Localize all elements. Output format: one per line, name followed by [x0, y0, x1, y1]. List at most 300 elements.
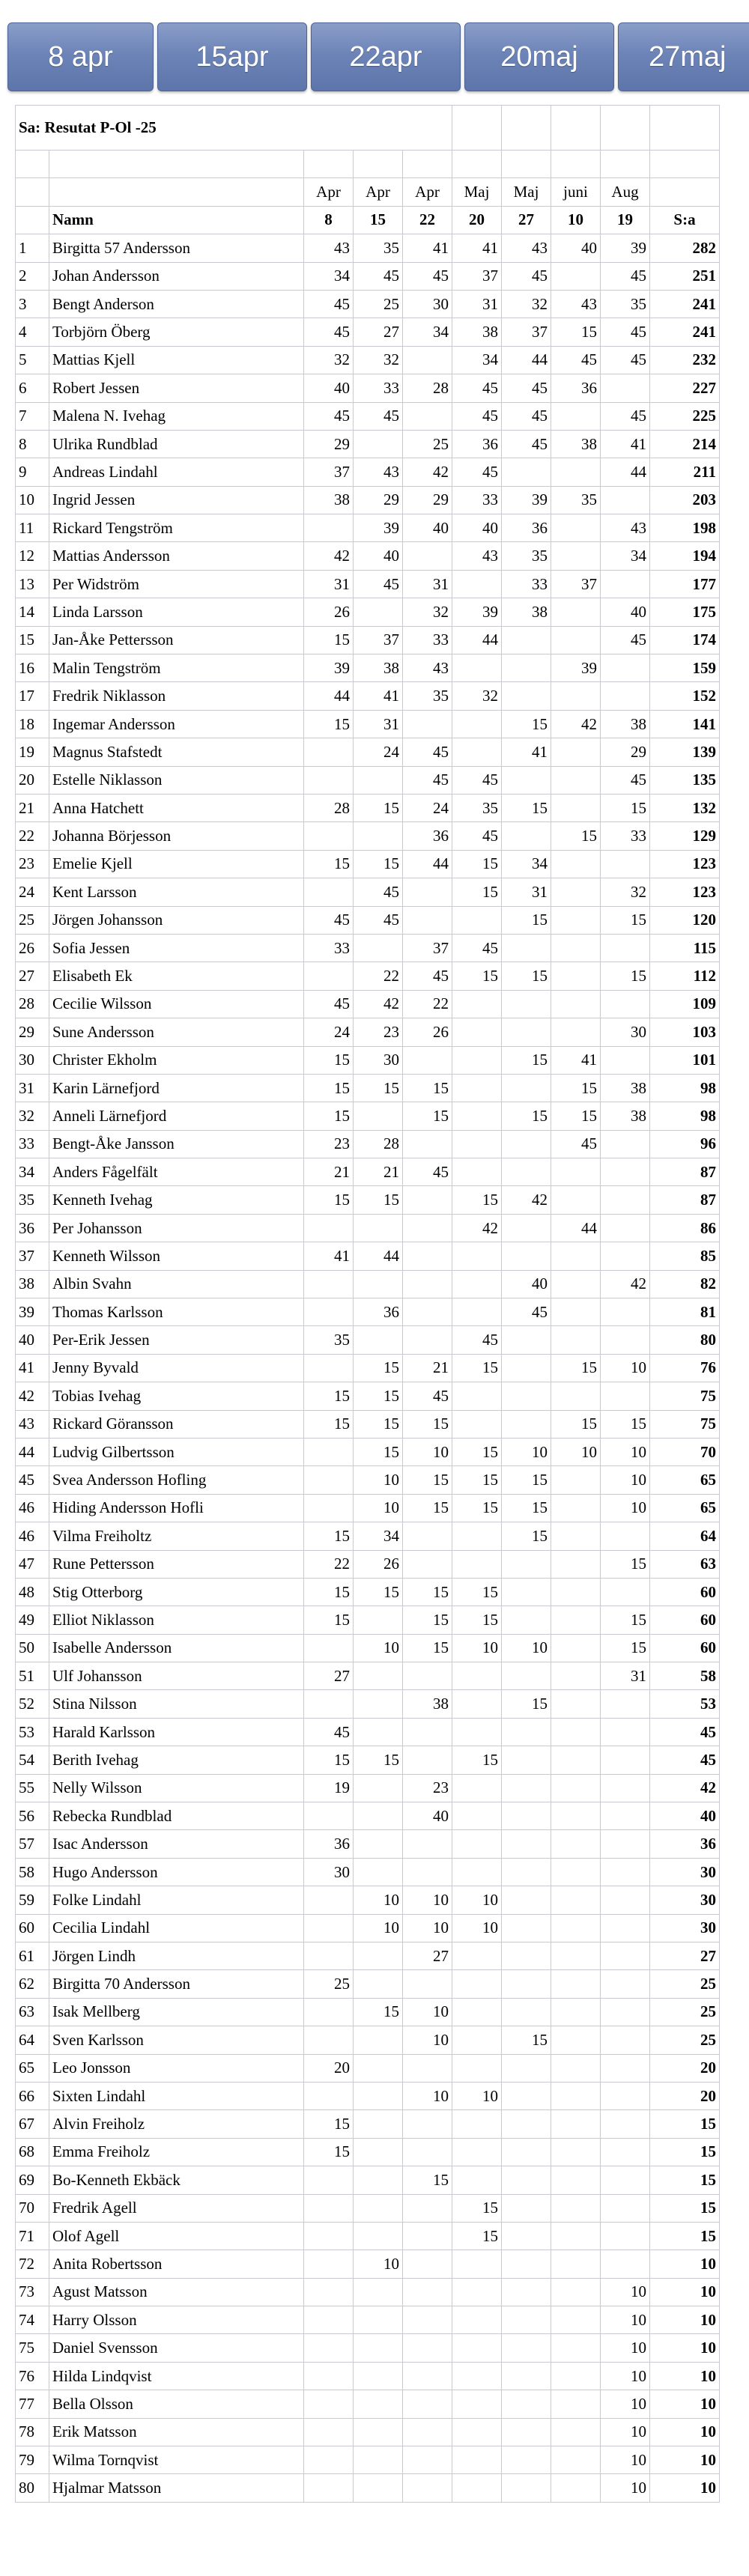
score-cell: 37	[304, 458, 354, 486]
score-cell	[452, 1774, 502, 1802]
score-cell	[304, 822, 354, 850]
score-cell: 10	[601, 1438, 650, 1465]
table-row	[16, 1298, 720, 1326]
row-number: 69	[16, 2166, 49, 2194]
score-cell	[551, 2026, 601, 2054]
score-cell	[551, 1998, 601, 2026]
score-cell: 15	[403, 1466, 452, 1494]
competitor-name: Christer Ekholm	[49, 1046, 304, 1074]
score-cell	[354, 2194, 403, 2222]
competitor-name: Robert Jessen	[49, 374, 304, 402]
score-cell	[551, 2390, 601, 2418]
score-cell: 10	[601, 2362, 650, 2390]
score-cell	[452, 1018, 502, 1046]
competitor-name: Hugo Andersson	[49, 1858, 304, 1886]
score-cell: 38	[502, 598, 551, 626]
score-cell: 10	[601, 2390, 650, 2418]
score-cell: 38	[601, 710, 650, 738]
score-cell	[452, 1382, 502, 1410]
competitor-name: Erik Matsson	[49, 2418, 304, 2446]
score-cell	[601, 1998, 650, 2026]
name-header: Namn	[49, 206, 304, 234]
total-cell: 80	[650, 1326, 720, 1354]
score-cell	[452, 1662, 502, 1690]
score-cell	[403, 1550, 452, 1578]
score-cell	[403, 2446, 452, 2474]
score-cell: 42	[354, 990, 403, 1018]
score-cell	[502, 1970, 551, 1998]
score-cell	[354, 1942, 403, 1970]
score-cell: 33	[452, 486, 502, 514]
score-cell	[502, 2362, 551, 2390]
total-cell: 63	[650, 1550, 720, 1578]
total-cell: 20	[650, 2082, 720, 2109]
score-cell: 24	[403, 794, 452, 821]
score-cell	[502, 1018, 551, 1046]
month-header: Aug	[601, 178, 650, 206]
score-cell	[502, 1718, 551, 1746]
score-cell	[403, 1746, 452, 1774]
score-cell	[551, 934, 601, 962]
score-cell	[452, 2166, 502, 2194]
competitor-name: Magnus Stafstedt	[49, 738, 304, 766]
score-cell	[601, 2222, 650, 2250]
score-cell	[354, 1270, 403, 1298]
score-cell: 45	[502, 374, 551, 402]
competitor-name: Johanna Börjesson	[49, 822, 304, 850]
table-row	[16, 654, 720, 682]
score-cell: 36	[304, 1830, 354, 1858]
month-header: juni	[551, 178, 601, 206]
score-cell: 45	[304, 906, 354, 934]
score-cell: 45	[502, 402, 551, 430]
total-cell: 120	[650, 906, 720, 934]
score-cell: 45	[403, 766, 452, 794]
score-cell: 10	[354, 1466, 403, 1494]
score-cell	[551, 1718, 601, 1746]
score-cell	[403, 2278, 452, 2306]
score-cell	[502, 1606, 551, 1634]
table-row	[16, 1158, 720, 1186]
table-row	[16, 2166, 720, 2194]
score-cell: 41	[354, 682, 403, 710]
total-cell: 58	[650, 1662, 720, 1690]
score-cell: 26	[403, 1018, 452, 1046]
score-cell	[601, 2250, 650, 2278]
month-header: Apr	[304, 178, 354, 206]
table-row	[16, 2390, 720, 2418]
score-cell: 28	[403, 374, 452, 402]
score-cell	[601, 990, 650, 1018]
tab-22-apr[interactable]	[311, 22, 461, 91]
row-number: 1	[16, 234, 49, 262]
tab-label: 15apr	[195, 40, 269, 73]
row-number: 76	[16, 2362, 49, 2390]
score-cell	[502, 1886, 551, 1914]
score-cell	[601, 850, 650, 878]
score-cell	[304, 2306, 354, 2334]
competitor-name: Anneli Lärnefjord	[49, 1102, 304, 1130]
month-header: Maj	[452, 178, 502, 206]
competitor-name: Berith Ivehag	[49, 1746, 304, 1774]
score-cell: 37	[502, 318, 551, 346]
row-number: 56	[16, 1802, 49, 1830]
score-cell: 45	[354, 878, 403, 906]
row-number: 46	[16, 1522, 49, 1550]
score-cell	[502, 2306, 551, 2334]
score-cell	[551, 766, 601, 794]
score-cell	[601, 1858, 650, 1886]
results-table	[15, 105, 720, 2503]
table-row	[16, 1242, 720, 1270]
score-cell: 15	[304, 2110, 354, 2138]
competitor-name: Vilma Freiholtz	[49, 1522, 304, 1550]
row-number: 71	[16, 2222, 49, 2250]
row-number: 34	[16, 1158, 49, 1186]
table-row	[16, 1074, 720, 1102]
total-cell: 174	[650, 626, 720, 654]
score-cell	[601, 1802, 650, 1830]
score-cell: 30	[601, 1018, 650, 1046]
date-header: 20	[452, 206, 502, 234]
score-cell: 15	[354, 1382, 403, 1410]
score-cell	[551, 2306, 601, 2334]
total-cell: 64	[650, 1522, 720, 1550]
score-cell	[452, 1242, 502, 1270]
score-cell	[452, 1998, 502, 2026]
score-cell	[403, 1830, 452, 1858]
score-cell	[403, 542, 452, 570]
score-cell	[304, 1634, 354, 1662]
table-row	[16, 1102, 720, 1130]
score-cell: 10	[403, 2026, 452, 2054]
total-cell: 53	[650, 1690, 720, 1718]
score-cell: 36	[354, 1298, 403, 1326]
score-cell: 23	[354, 1018, 403, 1046]
row-number: 62	[16, 1970, 49, 1998]
table-row	[16, 374, 720, 402]
score-cell	[551, 1522, 601, 1550]
row-number: 30	[16, 1046, 49, 1074]
total-cell: 10	[650, 2446, 720, 2474]
score-cell	[354, 2334, 403, 2362]
score-cell	[502, 1214, 551, 1242]
competitor-name: Cecilia Lindahl	[49, 1914, 304, 1942]
score-cell: 15	[403, 1102, 452, 1130]
score-cell	[502, 1578, 551, 1606]
score-cell	[502, 1662, 551, 1690]
score-cell: 15	[354, 1074, 403, 1102]
score-cell	[403, 1662, 452, 1690]
score-cell: 45	[304, 402, 354, 430]
row-number: 61	[16, 1942, 49, 1970]
total-cell: 87	[650, 1158, 720, 1186]
table-row	[16, 2110, 720, 2138]
score-cell: 43	[452, 542, 502, 570]
total-cell: 109	[650, 990, 720, 1018]
competitor-name: Tobias Ivehag	[49, 1382, 304, 1410]
score-cell: 20	[304, 2054, 354, 2082]
score-cell: 45	[551, 346, 601, 374]
score-cell: 45	[354, 906, 403, 934]
score-cell	[502, 682, 551, 710]
score-cell	[452, 1158, 502, 1186]
table-row	[16, 262, 720, 290]
score-cell	[304, 1438, 354, 1465]
score-cell	[601, 1214, 650, 1242]
score-cell	[354, 1214, 403, 1242]
row-number: 63	[16, 1998, 49, 2026]
score-cell	[403, 2138, 452, 2166]
score-cell: 42	[551, 710, 601, 738]
table-row	[16, 1466, 720, 1494]
score-cell	[502, 2054, 551, 2082]
row-number: 66	[16, 2082, 49, 2109]
tab-8-apr[interactable]	[7, 22, 154, 91]
month-header: Maj	[502, 178, 551, 206]
table-row	[16, 1606, 720, 1634]
score-cell: 39	[354, 514, 403, 542]
competitor-name: Isak Mellberg	[49, 1998, 304, 2026]
score-cell	[551, 402, 601, 430]
score-cell: 40	[551, 234, 601, 262]
table-row	[16, 486, 720, 514]
score-cell	[502, 1410, 551, 1438]
total-cell: 27	[650, 1942, 720, 1970]
score-cell: 22	[304, 1550, 354, 1578]
score-cell	[452, 2334, 502, 2362]
score-cell	[354, 2390, 403, 2418]
score-cell: 27	[354, 318, 403, 346]
score-cell: 10	[601, 2474, 650, 2502]
total-cell: 159	[650, 654, 720, 682]
score-cell	[551, 1578, 601, 1606]
score-cell: 15	[304, 626, 354, 654]
score-cell: 15	[502, 794, 551, 821]
table-row	[16, 1886, 720, 1914]
row-number: 52	[16, 1690, 49, 1718]
competitor-name: Wilma Tornqvist	[49, 2446, 304, 2474]
score-cell: 10	[502, 1634, 551, 1662]
score-cell: 33	[502, 570, 551, 598]
score-cell	[403, 2334, 452, 2362]
score-cell: 38	[403, 1690, 452, 1718]
score-cell	[452, 2306, 502, 2334]
score-cell: 15	[452, 1746, 502, 1774]
score-cell: 45	[601, 318, 650, 346]
competitor-name: Harry Olsson	[49, 2306, 304, 2334]
score-cell: 29	[354, 486, 403, 514]
score-cell	[354, 2110, 403, 2138]
competitor-name: Anna Hatchett	[49, 794, 304, 821]
competitor-name: Ulrika Rundblad	[49, 430, 304, 458]
row-number: 46	[16, 1494, 49, 1522]
row-number: 22	[16, 822, 49, 850]
competitor-name: Bengt Anderson	[49, 290, 304, 318]
score-cell: 45	[601, 346, 650, 374]
score-cell	[354, 2278, 403, 2306]
score-cell: 24	[354, 738, 403, 766]
score-cell: 25	[403, 430, 452, 458]
score-cell	[601, 2166, 650, 2194]
score-cell	[403, 710, 452, 738]
score-cell: 15	[601, 1550, 650, 1578]
competitor-name: Elliot Niklasson	[49, 1606, 304, 1634]
score-cell	[502, 2082, 551, 2109]
score-cell: 34	[304, 262, 354, 290]
score-cell: 45	[304, 290, 354, 318]
score-cell: 15	[452, 2194, 502, 2222]
score-cell	[551, 514, 601, 542]
row-number: 42	[16, 1382, 49, 1410]
score-cell	[551, 1634, 601, 1662]
table-row	[16, 1914, 720, 1942]
table-row	[16, 990, 720, 1018]
score-cell	[601, 1718, 650, 1746]
score-cell: 15	[502, 710, 551, 738]
tab-bar	[0, 0, 749, 97]
competitor-name: Torbjörn Öberg	[49, 318, 304, 346]
table-row	[16, 1354, 720, 1382]
total-cell: 30	[650, 1914, 720, 1942]
score-cell	[354, 822, 403, 850]
score-cell: 25	[354, 290, 403, 318]
total-cell: 232	[650, 346, 720, 374]
score-cell	[502, 1354, 551, 1382]
total-cell: 132	[650, 794, 720, 821]
score-cell	[551, 1382, 601, 1410]
score-cell	[452, 1074, 502, 1102]
score-cell: 31	[601, 1662, 650, 1690]
score-cell: 10	[403, 1886, 452, 1914]
score-cell: 26	[354, 1550, 403, 1578]
table-row	[16, 626, 720, 654]
table-row	[16, 2082, 720, 2109]
score-cell	[403, 878, 452, 906]
table-row	[16, 1494, 720, 1522]
competitor-name: Linda Larsson	[49, 598, 304, 626]
score-cell	[452, 654, 502, 682]
tab-label: 22apr	[349, 40, 422, 73]
score-cell: 32	[601, 878, 650, 906]
competitor-name: Albin Svahn	[49, 1270, 304, 1298]
table-row	[16, 1774, 720, 1802]
score-cell	[354, 1718, 403, 1746]
competitor-name: Rickard Tengström	[49, 514, 304, 542]
score-cell	[551, 1774, 601, 1802]
score-cell: 43	[601, 514, 650, 542]
total-cell: 25	[650, 2026, 720, 2054]
score-cell	[452, 906, 502, 934]
score-cell: 15	[452, 1438, 502, 1465]
competitor-name: Jenny Byvald	[49, 1354, 304, 1382]
score-cell: 15	[601, 1410, 650, 1438]
score-cell	[551, 598, 601, 626]
score-cell	[403, 2418, 452, 2446]
score-cell: 15	[304, 1046, 354, 1074]
score-cell	[452, 2110, 502, 2138]
total-cell: 87	[650, 1186, 720, 1214]
score-cell	[502, 1914, 551, 1942]
score-cell: 15	[304, 1606, 354, 1634]
score-cell	[403, 1522, 452, 1550]
row-number: 67	[16, 2110, 49, 2138]
score-cell	[403, 1270, 452, 1298]
table-row	[16, 1718, 720, 1746]
tab-15-apr[interactable]	[157, 22, 307, 91]
score-cell	[601, 1942, 650, 1970]
score-cell: 37	[403, 934, 452, 962]
score-cell	[354, 2474, 403, 2502]
score-cell: 44	[354, 1242, 403, 1270]
competitor-name: Mattias Andersson	[49, 542, 304, 570]
score-cell: 41	[551, 1046, 601, 1074]
score-cell	[304, 2026, 354, 2054]
score-cell: 10	[601, 2418, 650, 2446]
competitor-name: Jan-Åke Pettersson	[49, 626, 304, 654]
row-number: 51	[16, 1662, 49, 1690]
tab-20-maj[interactable]	[464, 22, 614, 91]
score-cell: 10	[601, 2334, 650, 2362]
score-cell	[354, 1326, 403, 1354]
score-cell: 43	[403, 654, 452, 682]
score-cell	[452, 738, 502, 766]
score-cell: 45	[452, 1326, 502, 1354]
competitor-name: Jörgen Lindh	[49, 1942, 304, 1970]
table-row	[16, 2054, 720, 2082]
score-cell: 15	[304, 1186, 354, 1214]
table-row	[16, 794, 720, 821]
competitor-name: Ingemar Andersson	[49, 710, 304, 738]
score-cell	[452, 2054, 502, 2082]
score-cell: 34	[601, 542, 650, 570]
score-cell: 10	[601, 2278, 650, 2306]
score-cell: 40	[502, 1270, 551, 1298]
score-cell	[354, 1830, 403, 1858]
competitor-name: Bo-Kenneth Ekbäck	[49, 2166, 304, 2194]
score-cell: 40	[452, 514, 502, 542]
score-cell: 15	[601, 1606, 650, 1634]
score-cell	[354, 2082, 403, 2109]
competitor-name: Sixten Lindahl	[49, 2082, 304, 2109]
score-cell	[502, 2418, 551, 2446]
score-cell	[403, 1186, 452, 1214]
score-cell	[403, 2110, 452, 2138]
score-cell: 15	[502, 1046, 551, 1074]
score-cell	[551, 262, 601, 290]
total-cell: 101	[650, 1046, 720, 1074]
score-cell	[452, 2278, 502, 2306]
tab-27-maj[interactable]	[618, 22, 749, 91]
row-number: 58	[16, 1858, 49, 1886]
score-cell	[452, 2250, 502, 2278]
table-row	[16, 430, 720, 458]
score-cell: 34	[452, 346, 502, 374]
score-cell	[551, 2362, 601, 2390]
score-cell: 38	[551, 430, 601, 458]
total-cell: 123	[650, 850, 720, 878]
score-cell	[601, 1326, 650, 1354]
score-cell: 15	[304, 1746, 354, 1774]
competitor-name: Estelle Niklasson	[49, 766, 304, 794]
row-number: 68	[16, 2138, 49, 2166]
score-cell	[601, 1046, 650, 1074]
row-number: 49	[16, 1606, 49, 1634]
competitor-name: Hiding Andersson Hofli	[49, 1494, 304, 1522]
total-cell: 15	[650, 2110, 720, 2138]
score-cell: 45	[601, 402, 650, 430]
total-cell: 42	[650, 1774, 720, 1802]
